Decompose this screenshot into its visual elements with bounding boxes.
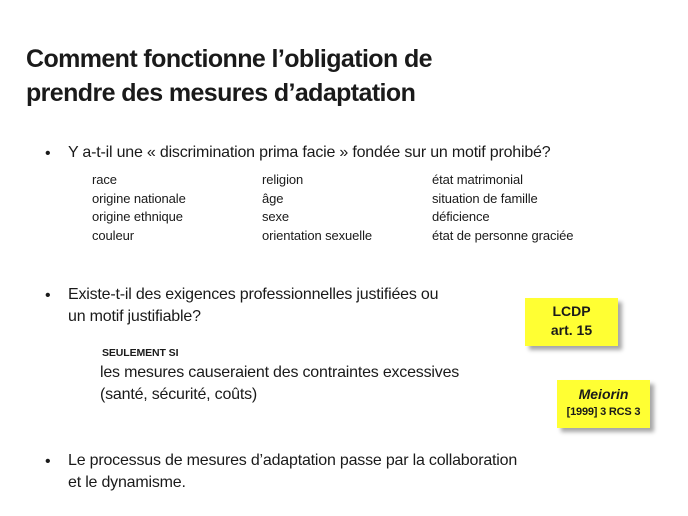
ground-item: état de personne graciée bbox=[432, 227, 574, 243]
grounds-column-2 bbox=[262, 171, 372, 245]
slide-title-line-1: Comment fonctionne l’obligation de bbox=[26, 45, 432, 73]
ground-item: déficience bbox=[432, 209, 490, 224]
meiorin-citation: [1999] 3 RCS 3 bbox=[566, 406, 641, 418]
bullet-3-line-1: Le processus de mesures d’adaptation passe par la collaboration bbox=[68, 452, 518, 469]
meiorin-case-name: Meiorin bbox=[578, 386, 629, 402]
slide-title-line-2: prendre des mesures d’adaptation bbox=[26, 79, 416, 107]
ground-item: couleur bbox=[92, 227, 134, 243]
undue-hardship-text bbox=[100, 362, 459, 406]
undue-hardship-line-1: les mesures causeraient des contraintes excessives bbox=[100, 364, 460, 381]
lcdp-note-line-2: art. 15 bbox=[550, 322, 593, 338]
ground-item: orientation sexuelle bbox=[262, 227, 373, 243]
bullet-2-line-1: Existe-t-il des exigences professionnelles justifiées ou bbox=[68, 286, 439, 303]
ground-item: origine nationale bbox=[92, 190, 186, 206]
undue-hardship-line-2: (santé, sécurité, coûts) bbox=[100, 386, 258, 404]
lcdp-reference-note bbox=[525, 298, 618, 346]
ground-item: origine ethnique bbox=[92, 209, 183, 224]
grounds-column-1 bbox=[92, 171, 186, 245]
grounds-column-3 bbox=[432, 171, 573, 245]
meiorin-reference-note bbox=[557, 380, 650, 428]
ground-item: race bbox=[92, 172, 117, 187]
only-if-label: SEULEMENT SI bbox=[102, 347, 179, 359]
bullet-marker-2: • bbox=[45, 287, 51, 304]
bullet-2-line-2: un motif justifiable? bbox=[68, 308, 201, 326]
bullet-1-line-1: Y a-t-il une « discrimination prima facie » fondée sur un motif prohibé? bbox=[68, 144, 551, 161]
ground-item: état matrimonial bbox=[432, 172, 523, 187]
lcdp-note-line-1: LCDP bbox=[552, 303, 591, 319]
bullet-text-1 bbox=[68, 142, 550, 164]
ground-item: religion bbox=[262, 172, 304, 187]
ground-item: situation de famille bbox=[432, 190, 538, 206]
bullet-marker-3: • bbox=[45, 453, 51, 470]
bullet-text-3 bbox=[68, 450, 517, 494]
bullet-3-line-2: et le dynamisme. bbox=[68, 474, 186, 492]
ground-item: âge bbox=[262, 190, 284, 206]
bullet-marker-1: • bbox=[45, 145, 51, 162]
ground-item: sexe bbox=[262, 209, 290, 224]
slide-title bbox=[26, 42, 586, 110]
bullet-text-2 bbox=[68, 284, 438, 328]
